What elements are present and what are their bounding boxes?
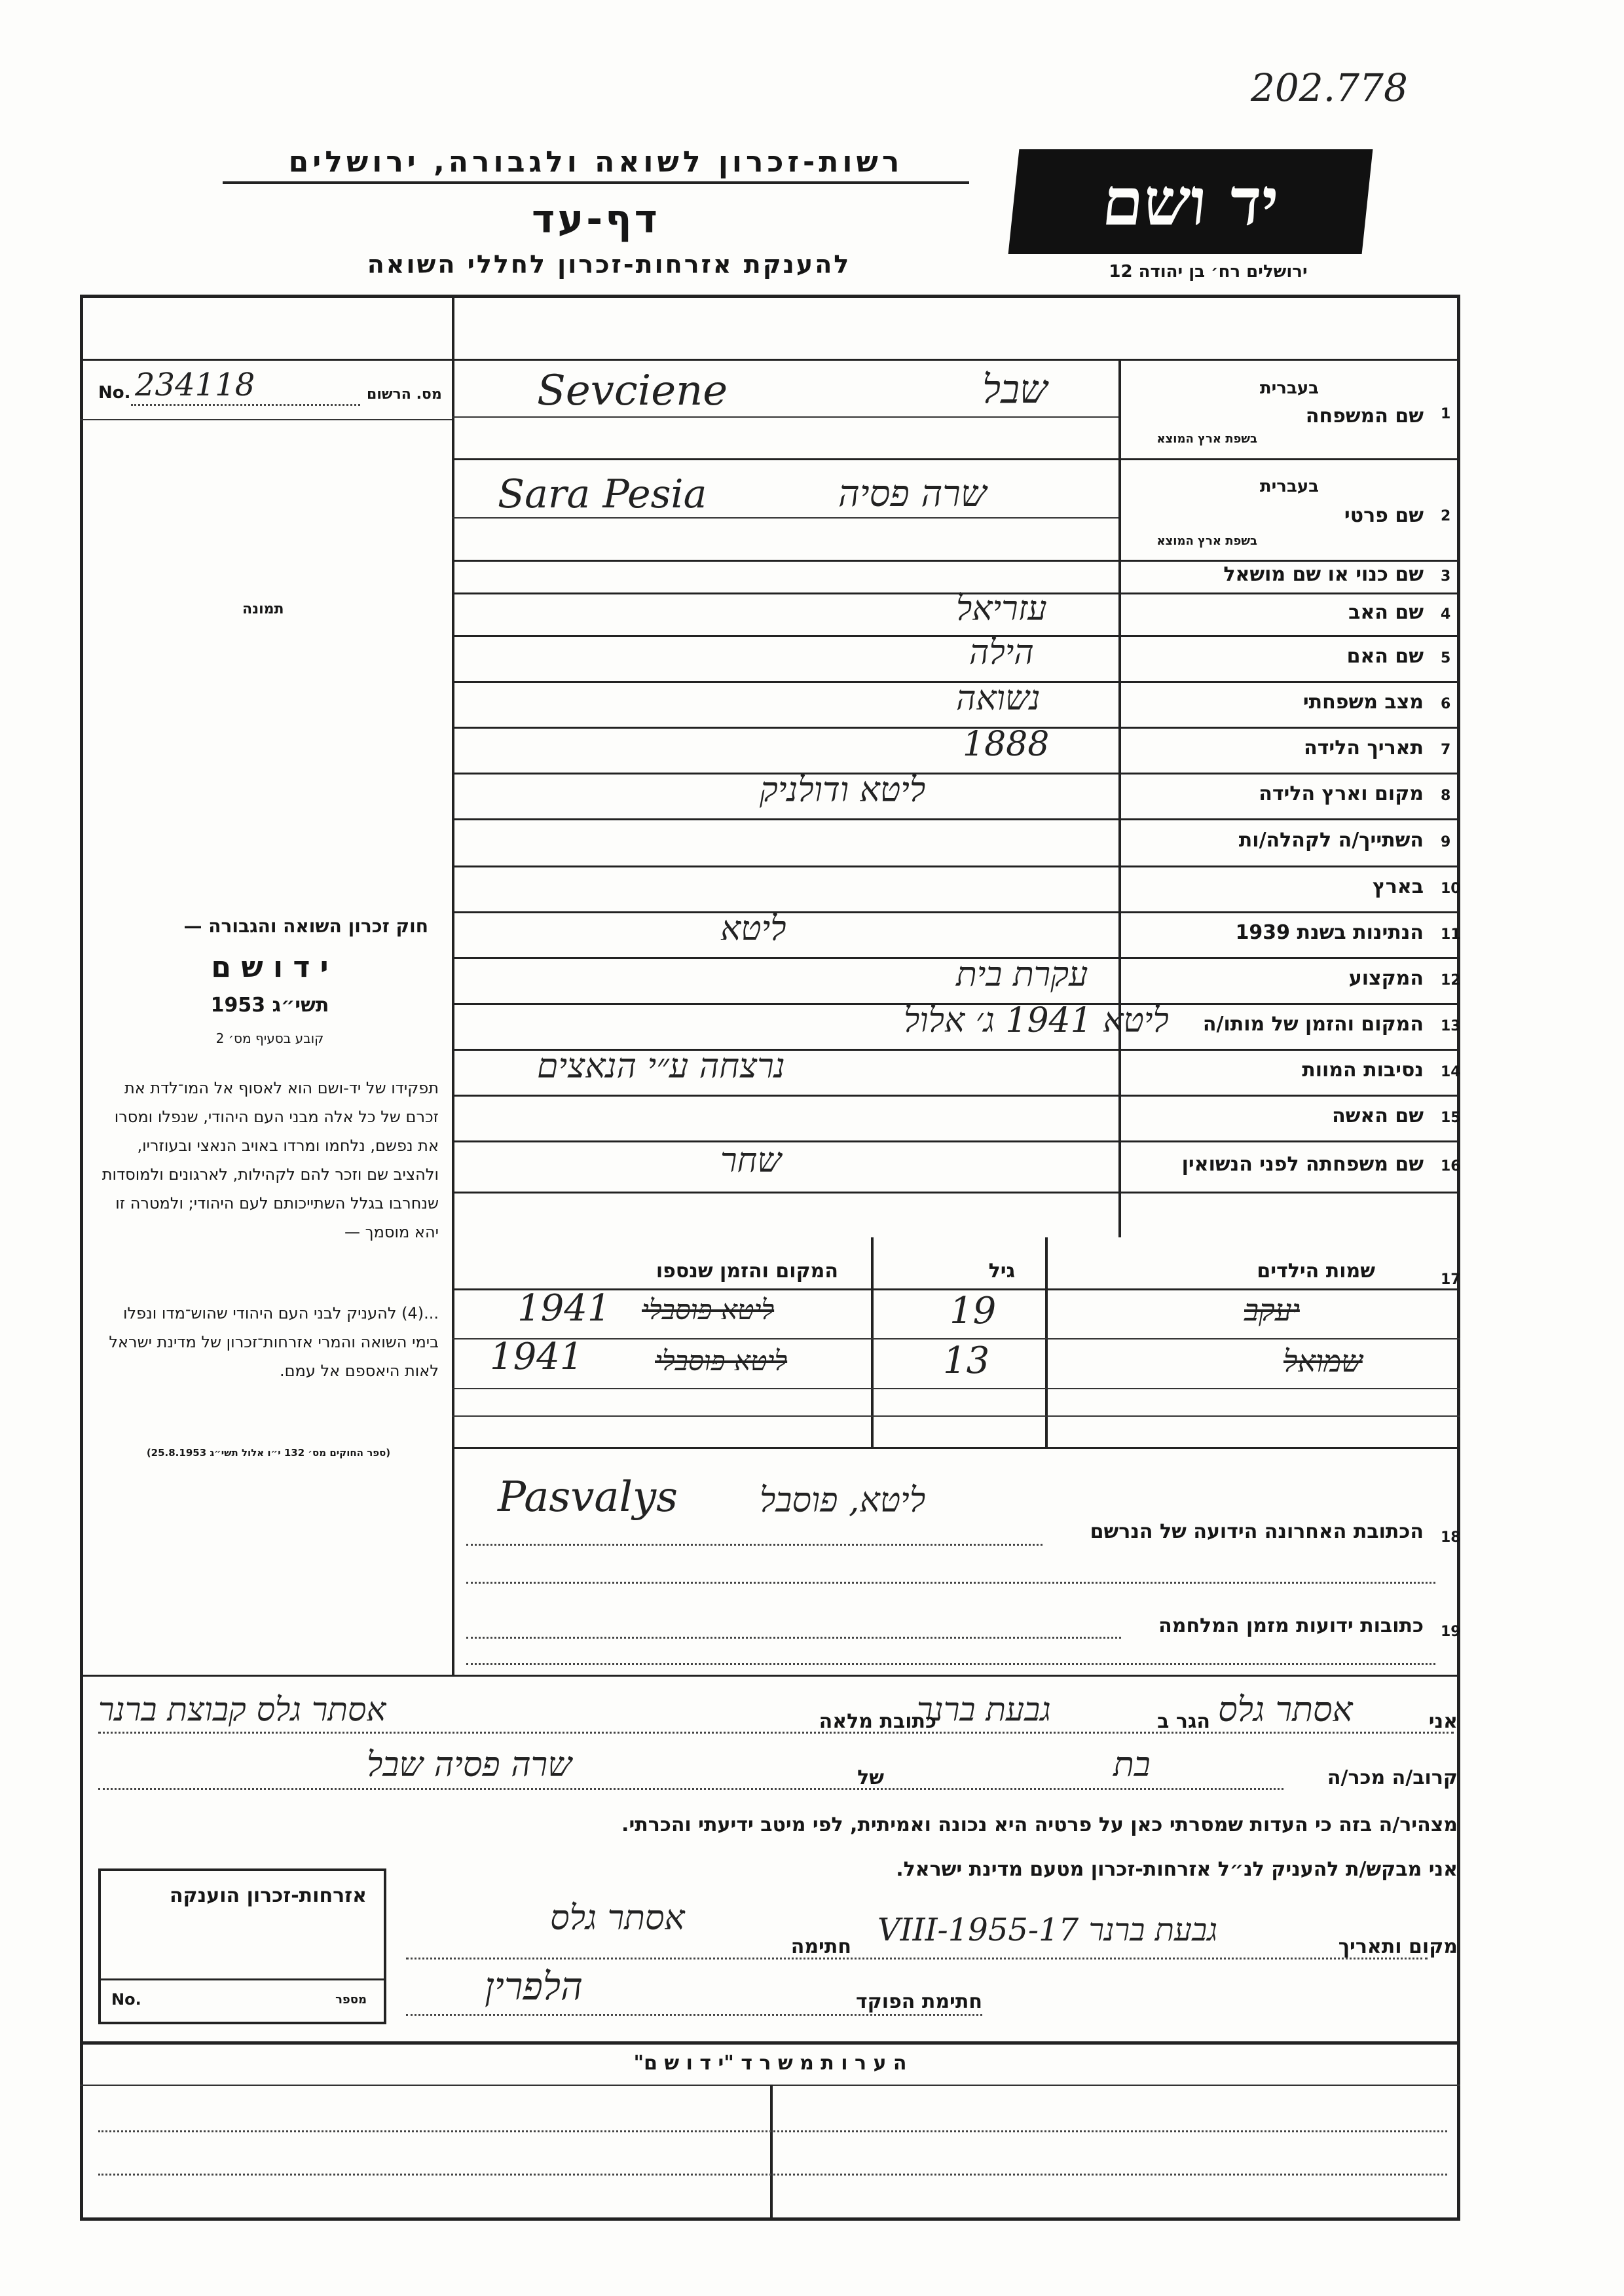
field-value-6: נשואה [956,679,1041,718]
office-notes-title: ה ע ר ו ת מ ש ר ד "י ד ו ש ם" [633,2052,907,2075]
field-value-7: 1888 [963,725,1050,764]
child-1-age: 19 [950,1290,997,1332]
law-year: תשי״ג 1953 [210,994,329,1017]
field-label-14: נסיבות המוות [1302,1059,1424,1082]
field-number-19: 19 [1441,1624,1461,1640]
field-label-6: מצב משפחתי [1302,691,1424,714]
declaration-text-2: אני מבקש/ת להעניק לנ״ל אזרחות-זכרון מטעם מדינת ישראל. [896,1858,1458,1881]
field-number-10: 10 [1441,881,1461,897]
signature-value: אסתר גלס [550,1899,685,1938]
registration-prefix: No. [98,383,131,403]
field-number-17: 17 [1441,1271,1461,1288]
children-age-header: גיל [988,1260,1015,1283]
law-name: י ד ו ש ם [211,951,329,984]
row-line-9 [452,866,1460,867]
child-1-name: יעקב [1244,1292,1300,1328]
field-number-11: 11 [1441,926,1461,943]
row-line-6 [452,727,1460,729]
declaration-ani-label: אני [1428,1710,1458,1733]
firstname-hebrew: שרה פסיה [838,473,987,515]
last-address-line-2 [466,1582,1435,1584]
law-clause: קובע בסעיף מס׳ 2 [215,1030,324,1046]
surname-line-1 [452,416,1118,418]
firstname-sub-hebrew: בעברית [1259,477,1319,496]
last-address-latin: Pasvalys [498,1473,678,1522]
law-source: (ספר החוקים מס׳ 132 י״ו אלול תשי״ג 25.8.1953) [146,1447,391,1459]
field-number-8: 8 [1441,788,1451,804]
row-line-16 [452,1192,1460,1194]
field-label-12: המקצוע [1348,967,1424,990]
field-label-7: תאריך הלידה [1304,737,1424,759]
field-number-3: 3 [1441,568,1451,585]
form-title: דף-עד [532,196,660,242]
yad-vashem-logo [1008,149,1373,254]
law-text-2: ...(4) להעניק לבני העם היהודי שהוש־מדו ונפלו בימי השואה והמרי אזרחות־זכרון של מדינת ישראל לאות היאספם אל עמם. [109,1304,439,1380]
declaration-line-1 [98,1732,1454,1734]
child-2-age: 13 [943,1339,990,1382]
field-value-16: שחר [720,1141,782,1180]
relative-label: קרוב/ה מכר/ה [1327,1766,1458,1789]
header-address: ירושלים רח׳ בן יהודה 12 [1109,262,1308,282]
field-label-16: שם משפחתה לפני הנשואין [1181,1153,1424,1176]
firstname-latin: Sara Pesia [498,471,707,517]
registration-divider [80,419,452,420]
declarant-address: אסתר גלס קבוצת ברנר [98,1690,386,1728]
relative-value: בת [1113,1745,1151,1785]
field-label-4: שם האב [1348,600,1424,624]
official-signature-label: חתימת הפוקד [856,1990,982,2013]
of-label: של [857,1766,884,1789]
row-line-15 [452,1140,1460,1142]
document-number: 202.778 [1251,65,1408,110]
field-number-14: 14 [1441,1064,1461,1080]
logo-text: יד ושם [1098,163,1283,240]
photo-label: תמונה [242,601,284,617]
declarant-name: אסתר גלס [1218,1690,1353,1730]
last-address-hebrew: ליטא, פוסבל [760,1481,926,1520]
field-number-9: 9 [1441,834,1451,850]
official-signature-value: הלפרין [485,1964,583,2009]
citizenship-box-prefix: No. [111,1990,141,2009]
field-label-9: השתייך/ה לקהלה/ות [1238,829,1424,852]
declaration-line-3 [406,1958,1428,1959]
field-value-4: עזריאל [956,589,1047,629]
top-band-line [80,359,1460,361]
child-1-place: ליטא פוסבלי [642,1294,775,1326]
field-value-11: ליטא [720,909,786,949]
registration-label: מס. הרשום [367,386,442,403]
last-address-line-1 [466,1544,1043,1546]
declaration-address-label: כתובת מלאה [819,1710,936,1733]
field-number-4: 4 [1441,606,1451,623]
row-line-10 [452,911,1460,913]
row-line-7 [452,773,1460,774]
surname-sub-hebrew: בעברית [1259,378,1319,398]
field-number-7: 7 [1441,742,1451,758]
place-date-label: מקום ותאריך [1338,1935,1458,1958]
law-text-1: תפקידו של יד-ושם הוא לאסוף אל המו־לדת את זכרם של כל אלה מבני העם היהודי, שנפלו ומסרו את נפשם, נלחמו ומרדו באויב הנאצי ובעוזריו, ולהציב שם וזכר להם לקהילות, לארגונים ולמוסדות שנחרבו בגלל השתייכותם לעם היהודי; ולמטרה זו יהא מוסמך — [101,1079,439,1241]
child-2-name: שמואל [1283,1343,1363,1379]
field-number-1: 1 [1441,406,1451,422]
field-label-11: הנתינות בשנת 1939 [1235,921,1424,944]
wartime-address-line-2 [466,1663,1435,1665]
declaration-top-line [80,1675,1460,1677]
declaration-line-4 [406,2014,982,2016]
citizenship-box-number-label: מספר [335,1993,367,2007]
registration-line [131,404,360,406]
field-number-6: 6 [1441,696,1451,712]
law-title: חוק זכרון השואה והגבורה — [183,915,428,937]
field-number-16: 16 [1441,1158,1461,1175]
surname-sub-origin: בשפת ארץ המוצא [1156,432,1257,446]
row-line-2 [452,560,1460,562]
field-number-5: 5 [1441,650,1451,666]
field-number-18: 18 [1441,1529,1461,1546]
last-address-label: הכתובת האחרונה הידועה של הנרשם [1090,1520,1424,1543]
authority-title: רשות-זכרון לשואה ולגבורה, ירושלים [223,145,969,184]
field-label-13: המקום והזמן של מותו/ה [1202,1013,1424,1036]
field-label-15: שם האשה [1332,1104,1424,1127]
declaration-line-2 [98,1788,1283,1790]
of-value: שרה פסיה שבל [367,1745,572,1785]
field-number-13: 13 [1441,1018,1461,1034]
row-line-8 [452,818,1460,820]
wartime-address-line-1 [466,1637,1121,1639]
children-bottom-line [452,1447,1460,1449]
place-date-value: גבעת ברנר 17-VIII-1955 [877,1912,1218,1948]
wartime-address-label: כתובות ידועות מזמן המלחמה [1158,1614,1424,1637]
firstname-sub-origin: בשפת ארץ המוצא [1156,534,1257,548]
field-label-10: בארץ [1372,875,1424,898]
declarant-residence: גבעת ברנר [917,1690,1051,1728]
signature-label: חתימה [790,1935,851,1958]
field-label-3: שם כנוי או שם מושאל [1223,563,1424,586]
child-2-place: ליטא פוסבלי [655,1345,788,1377]
surname-label: שם המשפחה [1305,405,1424,428]
row-line-1 [452,458,1460,460]
notes-line-3 [98,2174,1447,2176]
field-value-14: נרצחה ע״י הנאצים [537,1047,785,1086]
row-line-4 [452,635,1460,637]
form-subtitle: להענקת אזרחות-זכרון לחללי השואה [367,250,851,279]
left-column-divider [452,295,454,1675]
children-row-line-3 [452,1415,1460,1417]
citizenship-box-line [98,1978,386,1980]
surname-hebrew: שבל [982,367,1048,412]
notes-line-2 [98,2130,1447,2132]
firstname-line-1 [452,517,1118,519]
notes-divider [770,2085,773,2221]
declaration-text-1: מצהיר/ה בזה כי העדות שמסרתי כאן על פרטיה היא נכונה ואמיתית, לפי מיטב ידיעתי והכרתי. [621,1813,1458,1836]
children-place-header: המקום והזמן שנספו [655,1260,838,1283]
field-value-12: עקרת בית [956,955,1088,994]
field-label-8: מקום וארץ הלידה [1259,782,1424,805]
children-names-header: שמות הילדים [1257,1260,1375,1283]
children-row-line-2 [452,1388,1460,1389]
row-line-14 [452,1095,1460,1097]
firstname-label: שם פרטי [1344,504,1424,527]
citizenship-box-title: אזרחות-זכרון הוענקה [169,1884,367,1907]
field-value-8: ליטא ודולניק [760,771,926,810]
field-label-5: שם האם [1346,645,1424,668]
field-value-5: הילה [969,633,1034,672]
child-2-year: 1941 [490,1336,583,1378]
field-number-12: 12 [1441,972,1461,989]
field-number-15: 15 [1441,1110,1461,1126]
registration-number: 234118 [135,367,255,403]
child-1-year: 1941 [517,1287,611,1330]
declaration-gar-label: הגר ב [1157,1710,1210,1733]
surname-latin: Sevciene [537,367,728,415]
notes-top-line [80,2041,1460,2045]
field-value-13: ליטא 1941 ג׳ אלול [904,1001,1169,1040]
field-number-2: 2 [1441,508,1451,524]
label-column-divider [1118,359,1121,1237]
